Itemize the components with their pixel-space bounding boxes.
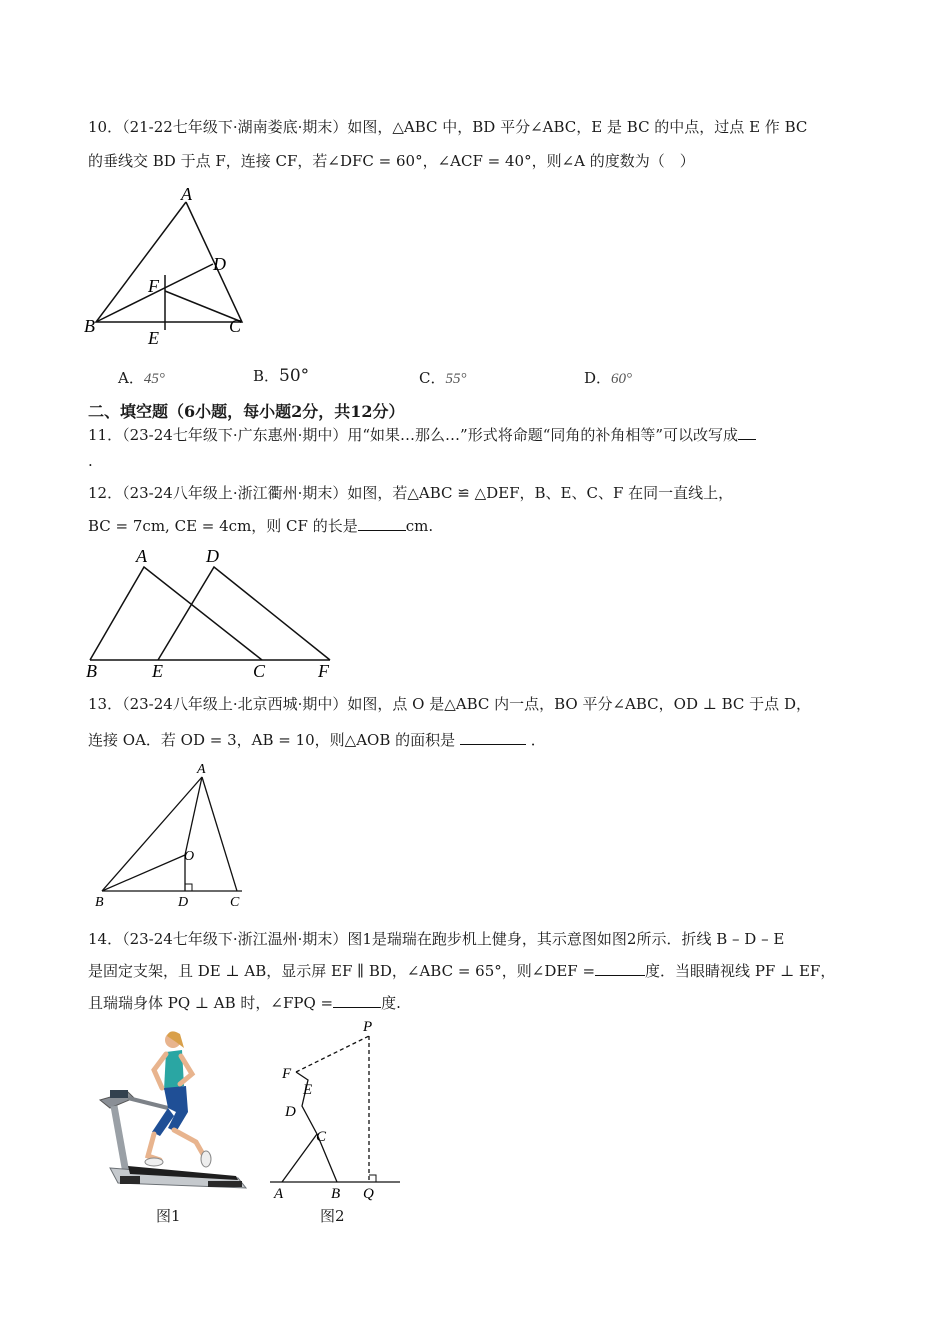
q14-text-c: 且瑞瑞身体 PQ ⊥ AB 时，∠FPQ =: [88, 994, 334, 1012]
q12-answer-blank[interactable]: [358, 516, 406, 531]
q10-option-a[interactable]: [118, 367, 165, 390]
q14-answer-blank-1[interactable]: [595, 961, 645, 976]
q10-option-d-value: 60°: [611, 371, 633, 387]
q14-line2: [88, 960, 835, 982]
q11-line2: .: [88, 452, 93, 470]
q10-label-C: C: [229, 316, 242, 336]
section-2-title: 二、填空题（6小题，每小题2分，共12分）: [88, 402, 405, 421]
q10-option-a-value: 45°: [143, 371, 165, 387]
q13-line1: 13．（23-24八年级上·北京西城·期中）如图，点 O 是△ABC 内一点，BO 平分∠ABC，OD ⊥ BC 于点 D，: [88, 695, 811, 713]
q13-end: ．: [530, 731, 546, 749]
q10-label-B: B: [84, 316, 95, 336]
q10-label-E: E: [148, 328, 159, 348]
q14-label-C: C: [316, 1129, 327, 1145]
q13-answer-blank[interactable]: [460, 730, 526, 745]
q14-label-F: F: [282, 1066, 292, 1082]
q14-label-D: D: [285, 1104, 296, 1120]
q12-congruent-triangles-figure: [80, 545, 350, 680]
q10-option-b-value: 50°: [279, 366, 310, 386]
q14-text-d: 度.: [381, 994, 401, 1012]
q14-label-E: E: [303, 1082, 313, 1098]
q13-label-O: O: [184, 849, 195, 864]
q12-unit: cm.: [405, 517, 434, 535]
q14-label-A: A: [274, 1186, 284, 1202]
q14-schematic-figure: [262, 1020, 412, 1205]
q10-line1: 10．（21-22七年级下·湖南娄底·期末）如图，△ABC 中，BD 平分∠ABC，E 是 BC 的中点，过点 E 作 BC: [88, 118, 808, 136]
q10-option-b[interactable]: [253, 365, 309, 387]
q10-option-c-value: 55°: [445, 371, 467, 387]
q12-label-E: E: [152, 661, 163, 681]
q13-label-C: C: [230, 895, 240, 910]
q13-label-D: D: [178, 895, 189, 910]
q10-triangle-figure: [80, 180, 260, 350]
q10-label-F: F: [148, 276, 159, 296]
q14-label-B: B: [331, 1186, 341, 1202]
q12-label-C: C: [253, 661, 266, 681]
q10-option-c-letter: C．: [419, 369, 446, 387]
q11-line1: [88, 424, 756, 446]
q10-option-b-letter: B．: [253, 367, 280, 385]
q14-text-a: 是固定支架，且 DE ⊥ AB，显示屏 EF ∥ BD，∠ABC = 65°，则∠DEF =: [88, 962, 596, 980]
q13-label-A: A: [197, 762, 206, 777]
q12-label-B: B: [86, 661, 97, 681]
q10-label-A: A: [181, 184, 192, 204]
q14-line3: [88, 992, 401, 1014]
q11-answer-blank[interactable]: [738, 425, 756, 440]
q11-text: 11．（23-24七年级下·广东惠州·期中）用“如果…那么…”形式将命题“同角的补角相等”可以改写成: [88, 426, 739, 444]
q12-line2: [88, 515, 433, 537]
q14-label-P: P: [363, 1019, 373, 1035]
q14-text-b: 度．当眼睛视线 PF ⊥ EF，: [645, 962, 836, 980]
q12-line1: 12．（23-24八年级上·浙江衢州·期末）如图，若△ABC ≌ △DEF，B、E、C、F 在同一直线上，: [88, 484, 734, 502]
q13-label-B: B: [95, 895, 104, 910]
q12-label-A: A: [136, 546, 147, 566]
q14-answer-blank-2[interactable]: [333, 993, 381, 1008]
q14-label-Q: Q: [363, 1186, 374, 1202]
q10-option-a-letter: A．: [118, 369, 144, 387]
q10-line2: 的垂线交 BD 于点 F，连接 CF，若∠DFC = 60°，∠ACF = 40°，则∠A 的度数为（ ）: [88, 152, 695, 170]
figure-2-caption: 图2: [320, 1207, 345, 1225]
q10-option-d-letter: D．: [584, 369, 612, 387]
q12-label-D: D: [206, 546, 219, 566]
figure-1-caption: 图1: [156, 1207, 181, 1225]
q12-label-F: F: [318, 661, 329, 681]
q10-label-D: D: [213, 254, 226, 274]
q13-triangle-figure: [90, 760, 260, 910]
q10-option-d[interactable]: [584, 367, 632, 390]
treadmill-runner-illustration: [88, 1028, 258, 1203]
q10-option-c[interactable]: [419, 367, 466, 390]
q12-text: BC = 7cm, CE = 4cm，则 CF 的长是: [88, 517, 358, 535]
q13-line2: [88, 729, 546, 751]
q14-line1: 14．（23-24七年级下·浙江温州·期末）图1是瑞瑞在跑步机上健身，其示意图如图2所示．折线 B – D – E: [88, 930, 785, 948]
q13-text: 连接 OA．若 OD = 3，AB = 10，则△AOB 的面积是: [88, 731, 456, 749]
